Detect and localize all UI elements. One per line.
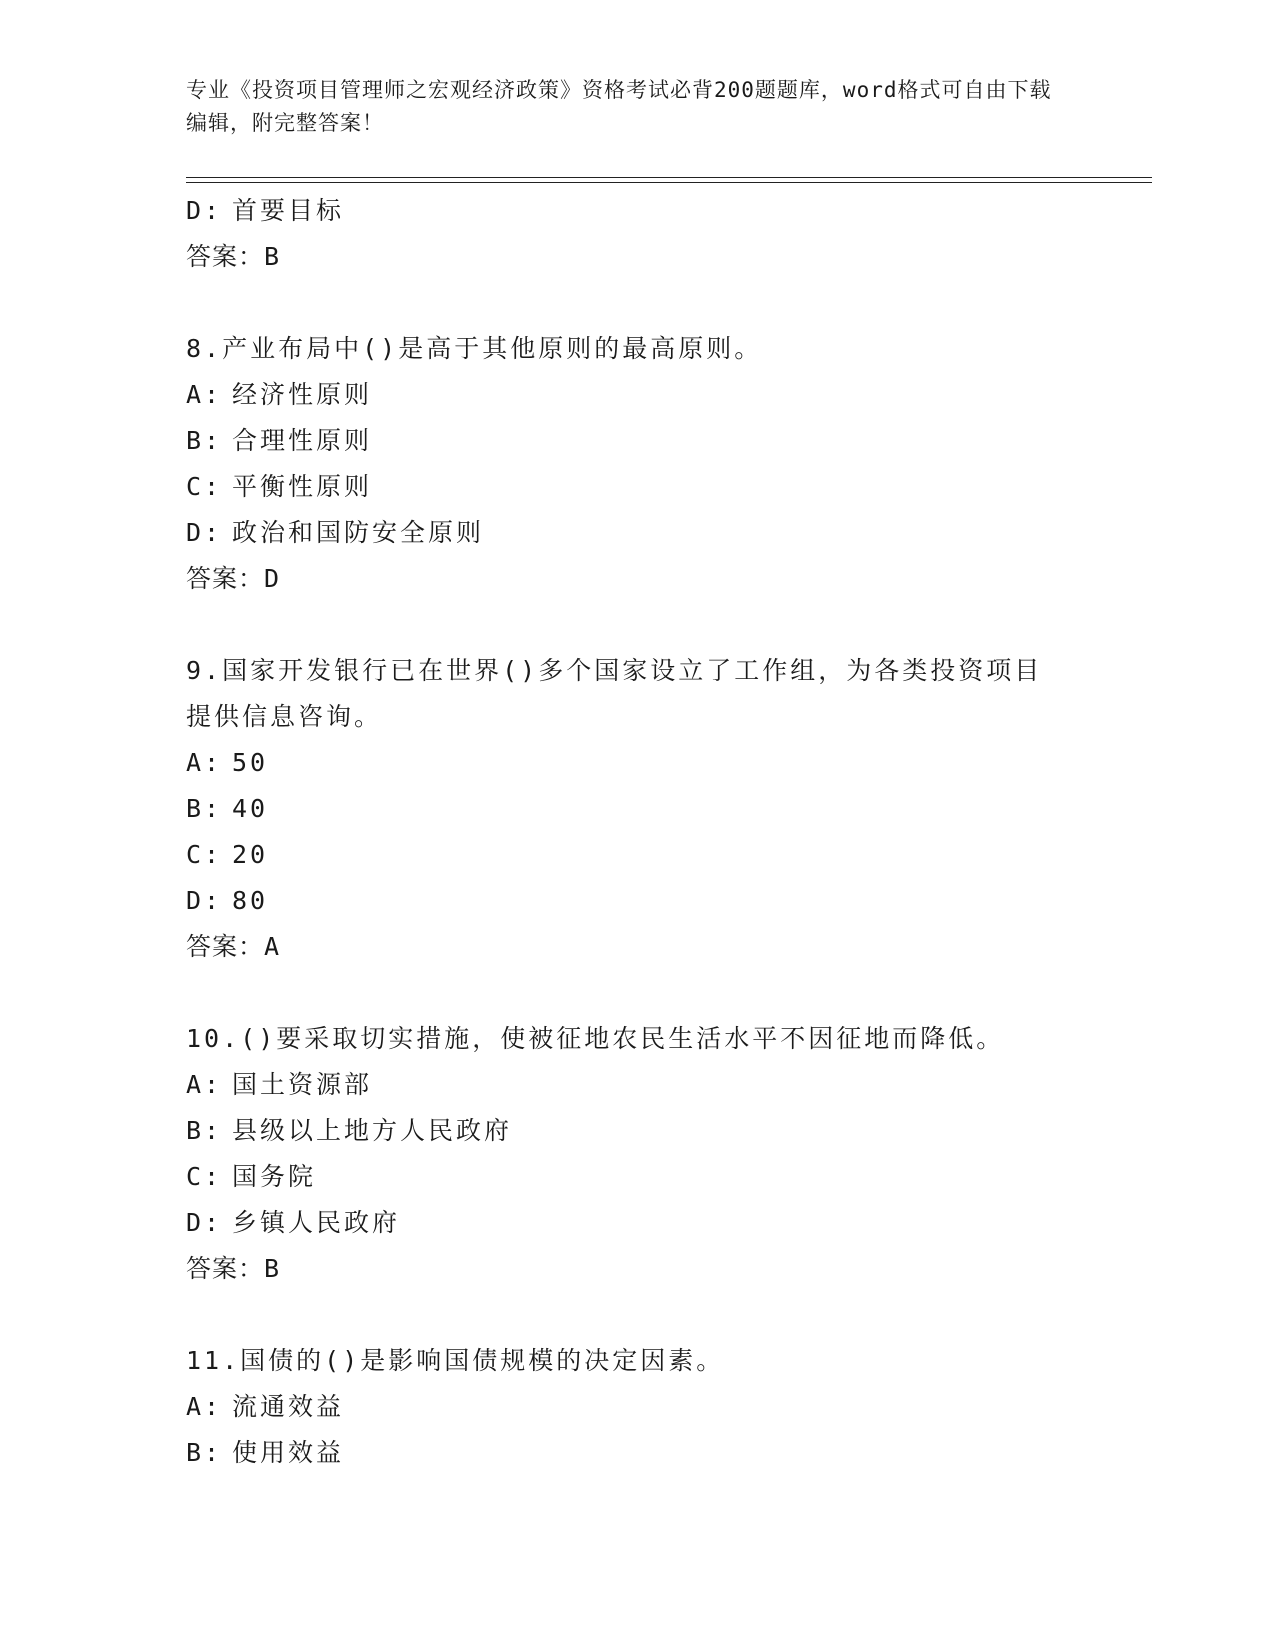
option-text: 流通效益 (232, 1392, 345, 1421)
option-key: A: (186, 748, 223, 777)
question-list (186, 188, 1066, 1476)
header-rule-top (186, 177, 1152, 178)
option-text: 国土资源部 (232, 1070, 373, 1099)
question-text: 8.产业布局中()是高于其他原则的最高原则。 (186, 334, 763, 363)
answer-line: 答案：B (186, 1254, 281, 1283)
question-text: 11.国债的()是影响国债规模的决定因素。 (186, 1346, 725, 1375)
option-text: 合理性原则 (232, 426, 373, 455)
question-spacer (186, 970, 1066, 1016)
option-item (186, 878, 1066, 924)
option-text: 平衡性原则 (232, 472, 373, 501)
option-key: A: (186, 1070, 223, 1099)
option-key: D: (186, 196, 223, 225)
question-spacer (186, 280, 1066, 326)
question-spacer (186, 1292, 1066, 1338)
option-key: D: (186, 1208, 223, 1237)
option-item (186, 1154, 1066, 1200)
answer-line: 答案：A (186, 932, 281, 961)
question-text: 10.()要采取切实措施，使被征地农民生活水平不因征地而降低。 (186, 1024, 1005, 1053)
answer-line: 答案：D (186, 564, 281, 593)
option-text: 20 (232, 840, 269, 869)
option-key: C: (186, 840, 223, 869)
option-item (186, 510, 1066, 556)
option-item (186, 1384, 1066, 1430)
header-rule-bottom (186, 182, 1152, 183)
option-text: 经济性原则 (232, 380, 373, 409)
option-item (186, 1200, 1066, 1246)
option-key: D: (186, 886, 223, 915)
question-text: 9.国家开发银行已在世界()多个国家设立了工作组，为各类投资项目提供信息咨询。 (186, 656, 1043, 731)
option-key: B: (186, 426, 223, 455)
question-spacer (186, 602, 1066, 648)
option-text: 40 (232, 794, 269, 823)
option-item (186, 418, 1066, 464)
option-key: B: (186, 1438, 223, 1467)
option-item (186, 1430, 1066, 1476)
option-item (186, 740, 1066, 786)
option-key: A: (186, 1392, 223, 1421)
option-item (186, 372, 1066, 418)
option-text: 政治和国防安全原则 (232, 518, 485, 547)
option-item (186, 1062, 1066, 1108)
page-header: 专业《投资项目管理师之宏观经济政策》资格考试必背200题题库，word格式可自由下载编辑，附完整答案！ (186, 78, 1052, 135)
option-text: 国务院 (232, 1162, 317, 1191)
option-item (186, 832, 1066, 878)
option-key: D: (186, 518, 223, 547)
option-text: 50 (232, 748, 269, 777)
option-text: 乡镇人民政府 (232, 1208, 401, 1237)
option-item (186, 786, 1066, 832)
option-text: 80 (232, 886, 269, 915)
option-text: 首要目标 (232, 196, 345, 225)
option-key: B: (186, 1116, 223, 1145)
answer-line: 答案：B (186, 242, 281, 271)
option-key: C: (186, 472, 223, 501)
option-key: C: (186, 1162, 223, 1191)
option-key: B: (186, 794, 223, 823)
option-key: A: (186, 380, 223, 409)
option-item (186, 188, 1066, 234)
option-text: 县级以上地方人民政府 (232, 1116, 513, 1145)
option-item (186, 1108, 1066, 1154)
option-item (186, 464, 1066, 510)
option-text: 使用效益 (232, 1438, 345, 1467)
